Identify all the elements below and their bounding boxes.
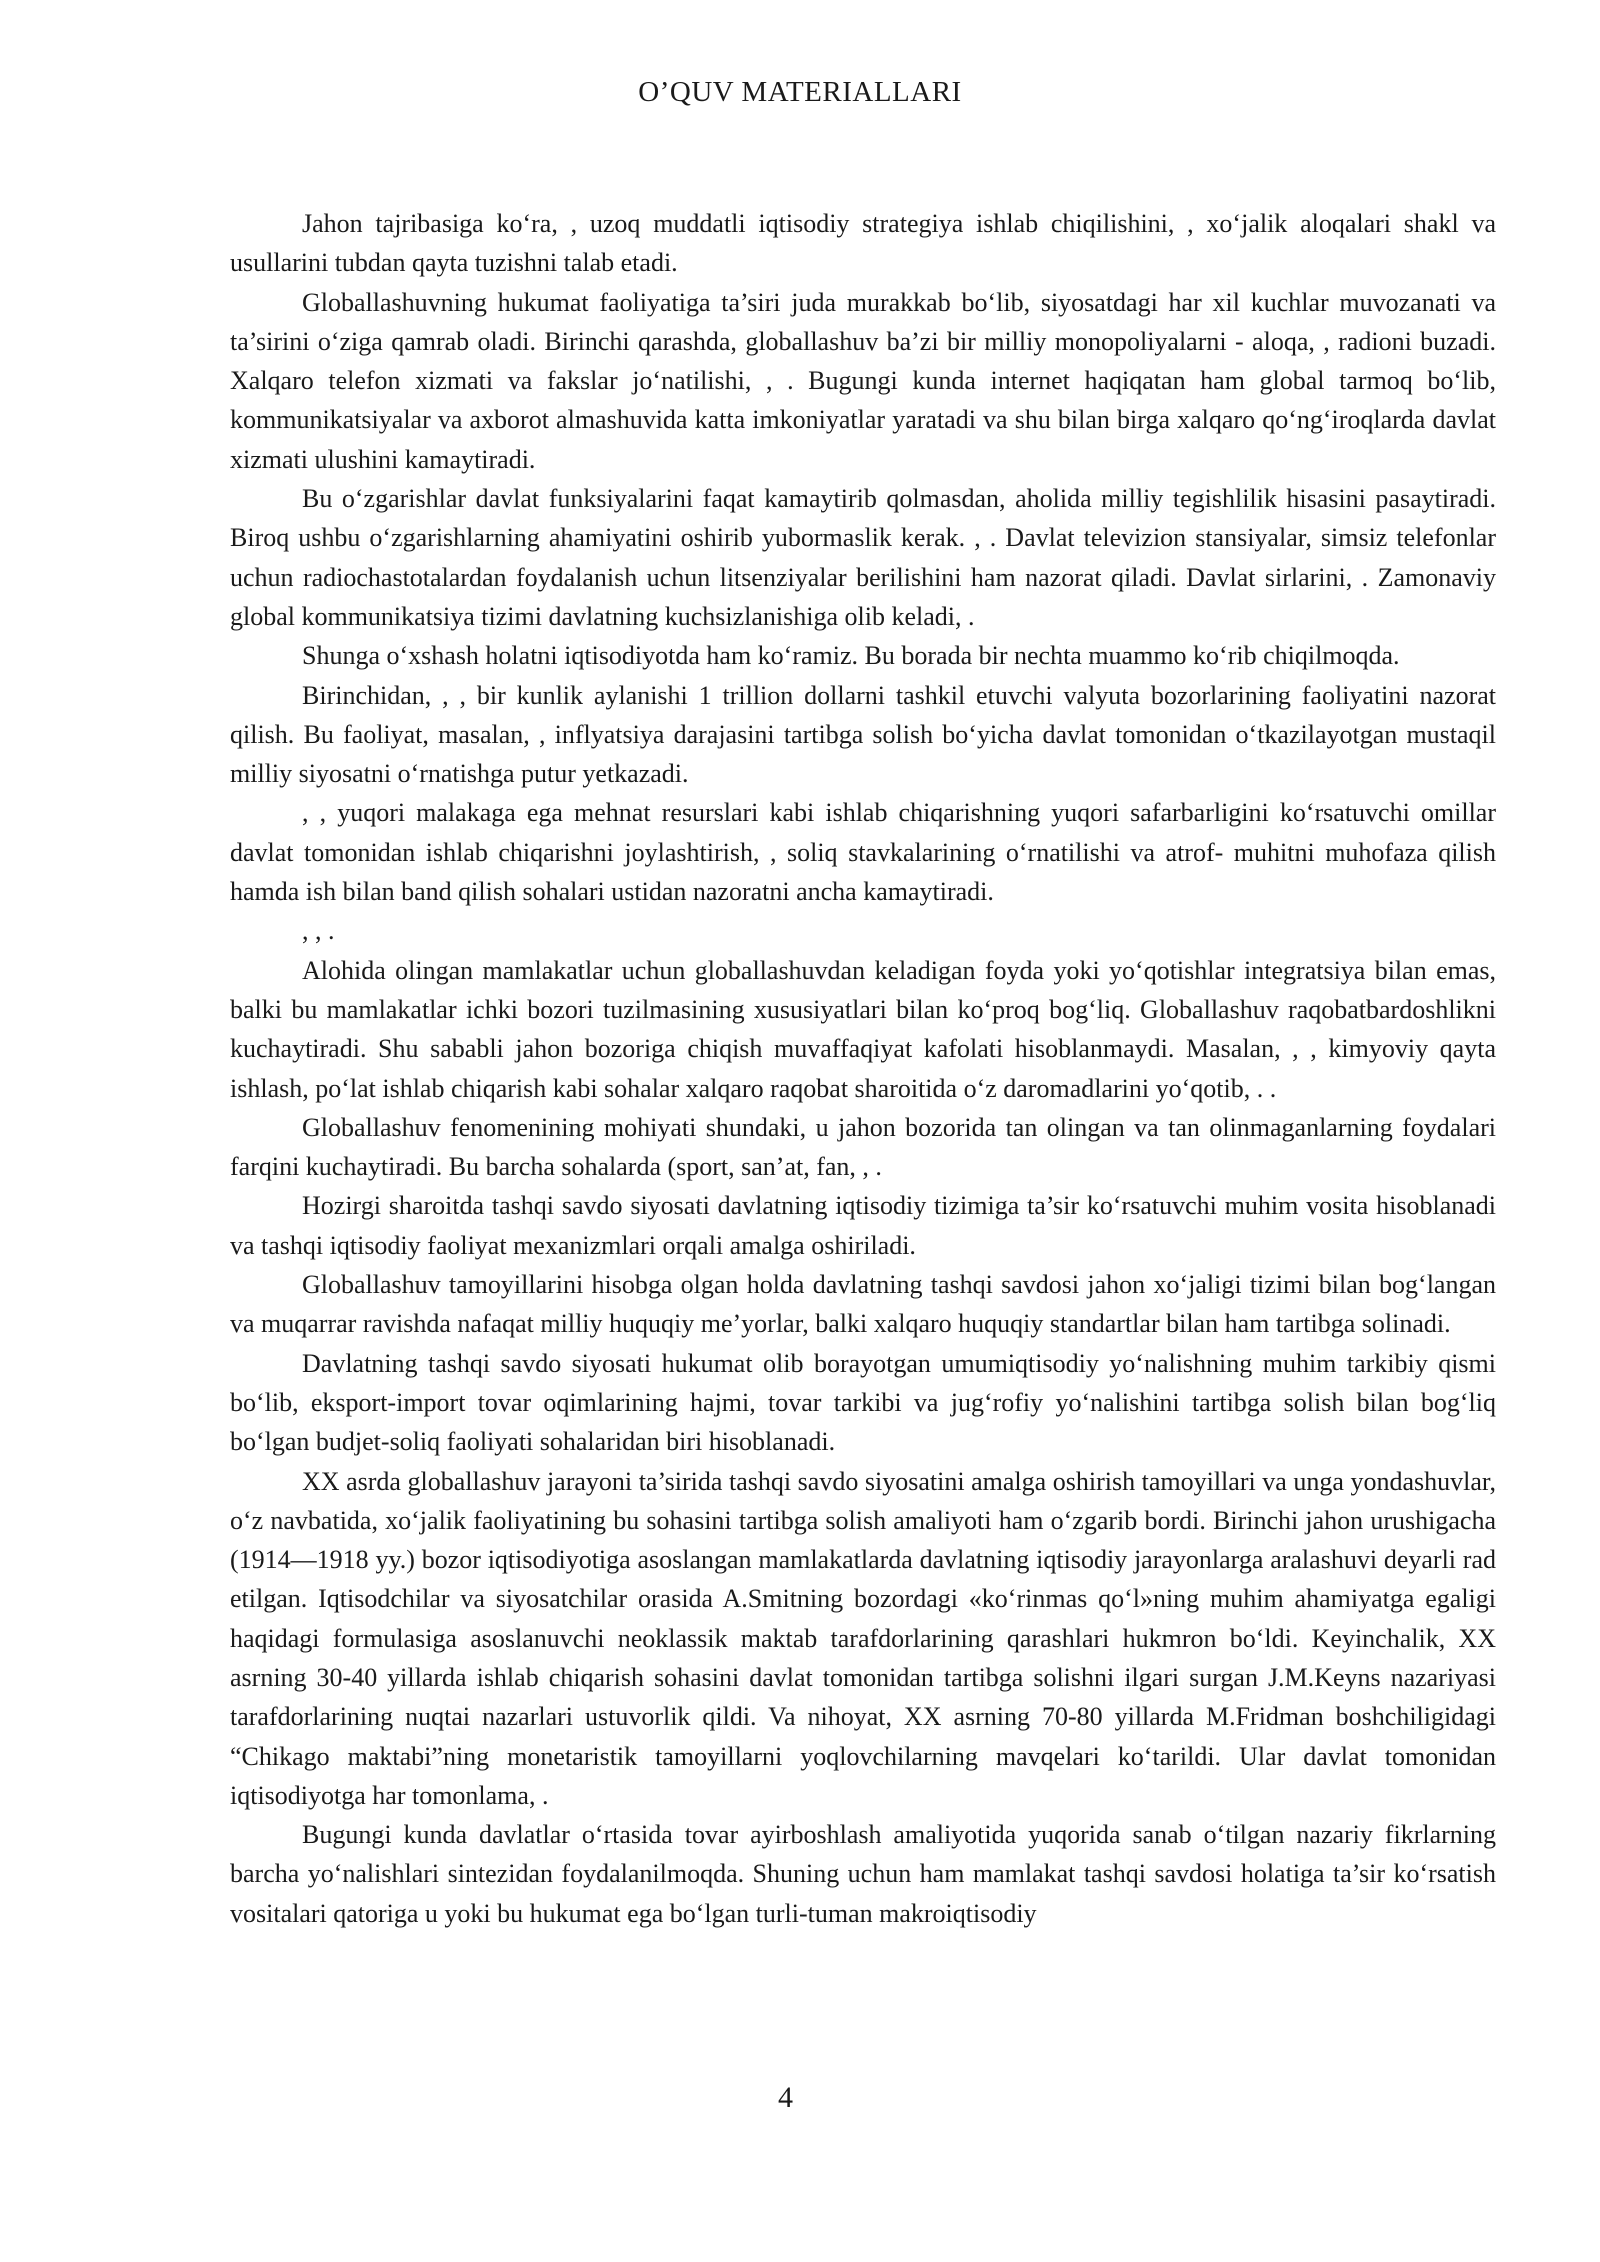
paragraph: , , yuqori malakaga ega mehnat resurslari kabi ishlab chiqarishning yuqori safarbarligini ko‘rsatuvchi omillar davlat tomonidan ishlab chiqarishni joylashtirish, , soliq stavkalarining o‘rnatilishi va atrof- muhitni muhofaza qilish hamda ish bilan band qilish sohalari ustidan nazoratni ancha kamaytiradi. <box>230 798 1496 907</box>
paragraph: Shunga o‘xshash holatni iqtisodiyotda ham ko‘ramiz. Bu borada bir nechta muammo ko‘rib chiqilmoqda. <box>302 641 1400 671</box>
paragraph: Bugungi kunda davlatlar o‘rtasida tovar ayirboshlash amaliyotida yuqorida sanab o‘tilgan nazariy fikrlarning barcha yo‘nalishlari sintezidan foydalanilmoqda. Shuning uchun ham mamlakat tashqi savdosi holatiga ta’sir ko‘rsatish vositalari qatoriga u yoki bu hukumat ega bo‘lgan turli-tuman makroiqtisodiy <box>230 1820 1496 1928</box>
paragraph: Davlatning tashqi savdo siyosati hukumat olib borayotgan umumiqtisodiy yo‘nalishning muhim tarkibiy qismi bo‘lib, eksport-import tovar oqimlarining hajmi, tovar tarkibi va jug‘rofiy yo‘nalishini tartibga solish bilan bog‘liq bo‘lgan budjet-soliq faoliyati sohalaridan biri hisoblanadi. <box>230 1348 1496 1457</box>
body-text <box>230 204 1496 1933</box>
page-number: 4 <box>778 2081 793 2114</box>
paragraph: Birinchidan, , , bir kunlik aylanishi 1 trillion dollarni tashkil etuvchi valyuta bozorlarining faoliyatini nazorat qilish. Bu faoliyat, masalan, , inflyatsiya darajasini tartibga solish bo‘yicha davlat tomonidan o‘tkazilayotgan mustaqil milliy siyosatni o‘rnatishga putur yetkazadi. <box>230 680 1496 789</box>
paragraph: Hozirgi sharoitda tashqi savdo siyosati davlatning iqtisodiy tizimiga ta’sir ko‘rsatuvchi muhim vosita hisoblanadi va tashqi iqtisodiy faoliyat mexanizmlari orqali amalga oshiriladi. <box>230 1191 1496 1260</box>
paragraph: Alohida olingan mamlakatlar uchun globallashuvdan keladigan foyda yoki yo‘qotishlar integratsiya bilan emas, balki bu mamlakatlar ichki bozori tuzilmasining xususiyatlari bilan ko‘proq bog‘liq. Globallashuv raqobatbardoshlikni kuchaytiradi. Shu sababli jahon bozoriga chiqish muvaffaqiyat kafolati hisoblanmaydi. Masalan, , , kimyoviy qayta ishlash, po‘lat ishlab chiqarish kabi sohalar xalqaro raqobat sharoitida o‘z daromadlarini yo‘qotib, . . <box>230 955 1496 1103</box>
paragraph: Globallashuv tamoyillarini hisobga olgan holda davlatning tashqi savdosi jahon xo‘jaligi tizimi bilan bog‘langan va muqarrar ravishda nafaqat milliy huquqiy me’yorlar, balki xalqaro huquqiy standartlar bilan ham tartibga solinadi. <box>230 1270 1496 1339</box>
page-header-title: O’QUV MATERIALLARI <box>638 76 962 108</box>
paragraph: Jahon tajribasiga ko‘ra, , uzoq muddatli iqtisodiy strategiya ishlab chiqilishini, , xo‘jalik aloqalari shakl va usullarini tubdan qayta tuzishni talab etadi. <box>230 209 1496 278</box>
paragraph: Bu o‘zgarishlar davlat funksiyalarini faqat kamaytirib qolmasdan, aholida milliy tegishlilik hisasini pasaytiradi. Biroq ushbu o‘zgarishlarning ahamiyatini oshirib yubormaslik kerak. , . Davlat televizion stansiyalar, simsiz telefonlar uchun radiochastotalardan foydalanish uchun litsenziyalar berilishini ham nazorat qiladi. Davlat sirlarini, . Zamonaviy global kommunikatsiya tizimi davlatning kuchsizlanishiga olib keladi, . <box>230 484 1496 631</box>
paragraph: Globallashuv fenomenining mohiyati shundaki, u jahon bozorida tan olingan va tan olinmaganlarning foydalari farqini kuchaytiradi. Bu barcha sohalarda (sport, san’at, fan, , . <box>230 1112 1496 1182</box>
paragraph: XX asrda globallashuv jarayoni ta’sirida tashqi savdo siyosatini amalga oshirish tamoyillari va unga yondashuvlar, o‘z navbatida, xo‘jalik faoliyatining bu sohasini tartibga solish amaliyoti ham o‘zgarib bordi. Birinchi jahon urushigacha (1914—1918 yy.) bozor iqtisodiyotiga asoslangan mamlakatlarda davlatning iqtisodiy jarayonlarga aralashuvi deyarli rad etilgan. Iqtisodchilar va siyosatchilar orasida A.Smitning bozordagi «ko‘rinmas qo‘l»ning muhim ahamiyatga egaligi haqidagi formulasiga asoslanuvchi neoklassik maktab tarafdorlarining qarashlari hukmron bo‘ldi. Keyinchalik, XX asrning 30-40 yillarda ishlab chiqarish sohasini davlat tomonidan tartibga solishni ilgari surgan J.M.Keyns nazariyasi tarafdorlarining nuqtai nazarlari ustuvorlik qildi. Va nihoyat, XX asrning 70-80 yillarda M.Fridman boshchiligidagi “Chikago maktabi”ning monetaristik tamoyillarni yoqlovchilarning mavqelari ko‘tarildi. Ular davlat tomonidan iqtisodiyotga har tomonlama, . <box>230 1466 1496 1810</box>
paragraph: , , . <box>302 916 335 946</box>
paragraph: Globallashuvning hukumat faoliyatiga ta’siri juda murakkab bo‘lib, siyosatdagi har xil kuchlar muvozanati va ta’sirini o‘ziga qamrab oladi. Birinchi qarashda, globallashuv ba’zi bir milliy monopoliyalarni - aloqa, , radioni buzadi. Xalqaro telefon xizmati va fakslar jo‘natilishi, , . Bugungi kunda internet haqiqatan ham global tarmoq bo‘lib, kommunikatsiyalar va axborot almashuvida katta imkoniyatlar yaratadi va shu bilan birga xalqaro qo‘ng‘iroqlarda davlat xizmati ulushini kamaytiradi. <box>230 287 1496 474</box>
